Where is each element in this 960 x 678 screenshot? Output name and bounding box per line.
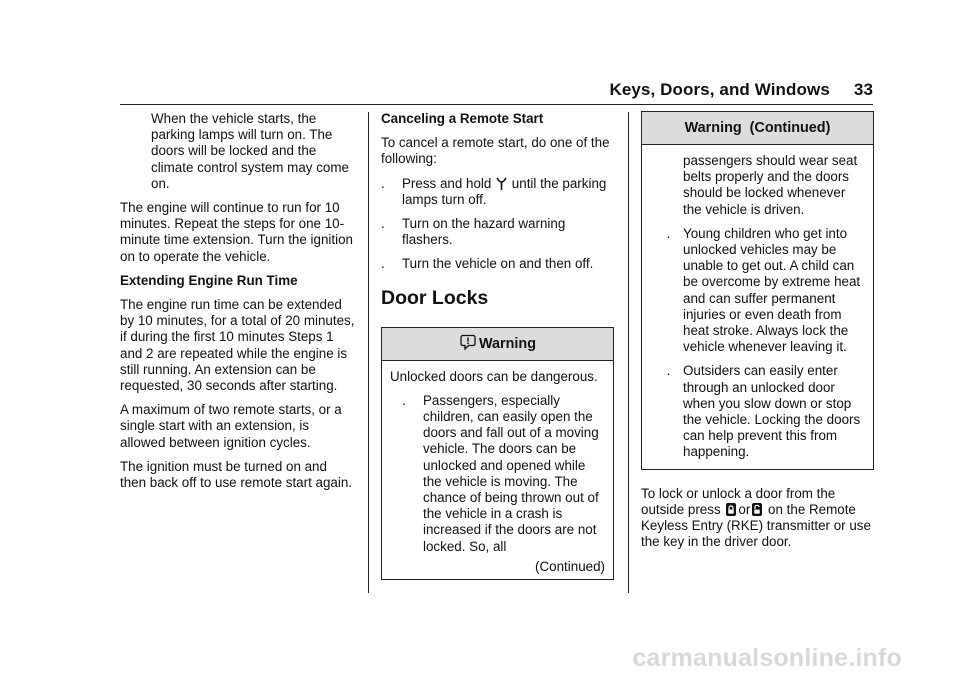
bullet: .	[666, 363, 671, 379]
paragraph: To cancel a remote start, do one of the following:	[381, 135, 610, 167]
bullet: .	[666, 225, 671, 241]
header-rule	[120, 104, 873, 105]
list-item	[654, 363, 865, 460]
column-2	[381, 111, 614, 580]
bullet: .	[381, 175, 385, 191]
subheading-canceling: Canceling a Remote Start	[381, 111, 544, 126]
unlock-icon	[751, 502, 763, 517]
bullet-text: Passengers, especially children, can easily open the doors and fall out of a moving vehicle. The doors can be unlocked and opened while the vehicle is moving. The chance of being thrown out of the vehicle in a crash is increased if the doors are not locked. So, all	[423, 392, 599, 554]
remote-start-icon	[496, 177, 507, 191]
subheading-extending: Extending Engine Run Time	[120, 272, 298, 288]
bullet-text: until the parking lamps turn off.	[402, 175, 607, 207]
column-divider-1	[368, 112, 369, 593]
watermark: carmanualsonline.info	[632, 644, 902, 672]
lock-icon	[725, 502, 737, 517]
bullet: .	[381, 256, 385, 272]
column-1	[120, 111, 355, 499]
list-item	[381, 256, 614, 272]
warning-box	[381, 327, 614, 580]
bullet-text: Turn on the hazard warning flashers.	[402, 216, 566, 248]
bullet-text: Young children who get into unlocked vehicles may be unable to get out. A child can be overcome by extreme heat and can suffer permanent injuries or even death from heat stroke. Always lock the vehicle whenever leaving it.	[683, 225, 861, 355]
section-title: Keys, Doors, and Windows	[609, 80, 830, 99]
warning-header: Warning (Continued)	[642, 112, 873, 145]
list-item	[381, 216, 614, 248]
paragraph: A maximum of two remote starts, or a single start with an extension, is allowed between ignition cycles.	[120, 402, 342, 450]
continued-label: (Continued)	[535, 558, 605, 574]
paragraph	[641, 486, 874, 551]
warning-intro: Unlocked doors can be dangerous.	[390, 368, 598, 384]
bullet-text: Turn the vehicle on and then off.	[402, 256, 594, 272]
bullet-text: Outsiders can easily enter through an unlocked door when you slow down or stop the vehicle. Locking the doors can help prevent this from happening.	[683, 363, 861, 460]
column-divider-2	[628, 112, 629, 593]
warning-continued-text: passengers should wear seat belts properly and the doors should be locked whenever the vehicle is driven.	[683, 153, 858, 217]
warning-icon	[460, 334, 476, 350]
bullet: .	[381, 216, 385, 232]
text: outside press	[641, 501, 721, 517]
warning-title: Warning	[478, 335, 537, 352]
page-number: 33	[853, 80, 873, 99]
warning-box-continued	[641, 111, 874, 470]
lead-paragraph: When the vehicle starts, the parking lamps will turn on. The doors will be locked and the climate control system may come on.	[151, 111, 349, 191]
section-heading-door-locks: Door Locks	[381, 286, 489, 309]
text: on the Remote Keyless Entry (RKE) transmitter or use the key in the driver door.	[641, 501, 871, 550]
list-item	[381, 176, 614, 208]
column-3	[641, 111, 874, 558]
bullet-text: Press and hold	[402, 175, 492, 191]
paragraph: The engine will continue to run for 10 minutes. Repeat the steps for one 10-minute time extension. Turn the ignition on to operate the vehicle.	[120, 200, 353, 264]
bullet: .	[402, 392, 406, 408]
list-item	[654, 226, 865, 356]
text: To lock or unlock a door from the	[641, 485, 836, 501]
page-header	[609, 82, 873, 98]
list-item	[390, 393, 605, 555]
warning-header	[382, 328, 613, 361]
paragraph: The engine run time can be extended by 10 minutes, for a total of 20 minutes, if during the first 10 minutes Steps 1 and 2 are repeated while the engine is still running. An extension can be requested, 30 seconds after starting.	[120, 297, 355, 394]
paragraph: The ignition must be turned on and then back off to use remote start again.	[120, 458, 352, 491]
text: or	[738, 501, 751, 517]
